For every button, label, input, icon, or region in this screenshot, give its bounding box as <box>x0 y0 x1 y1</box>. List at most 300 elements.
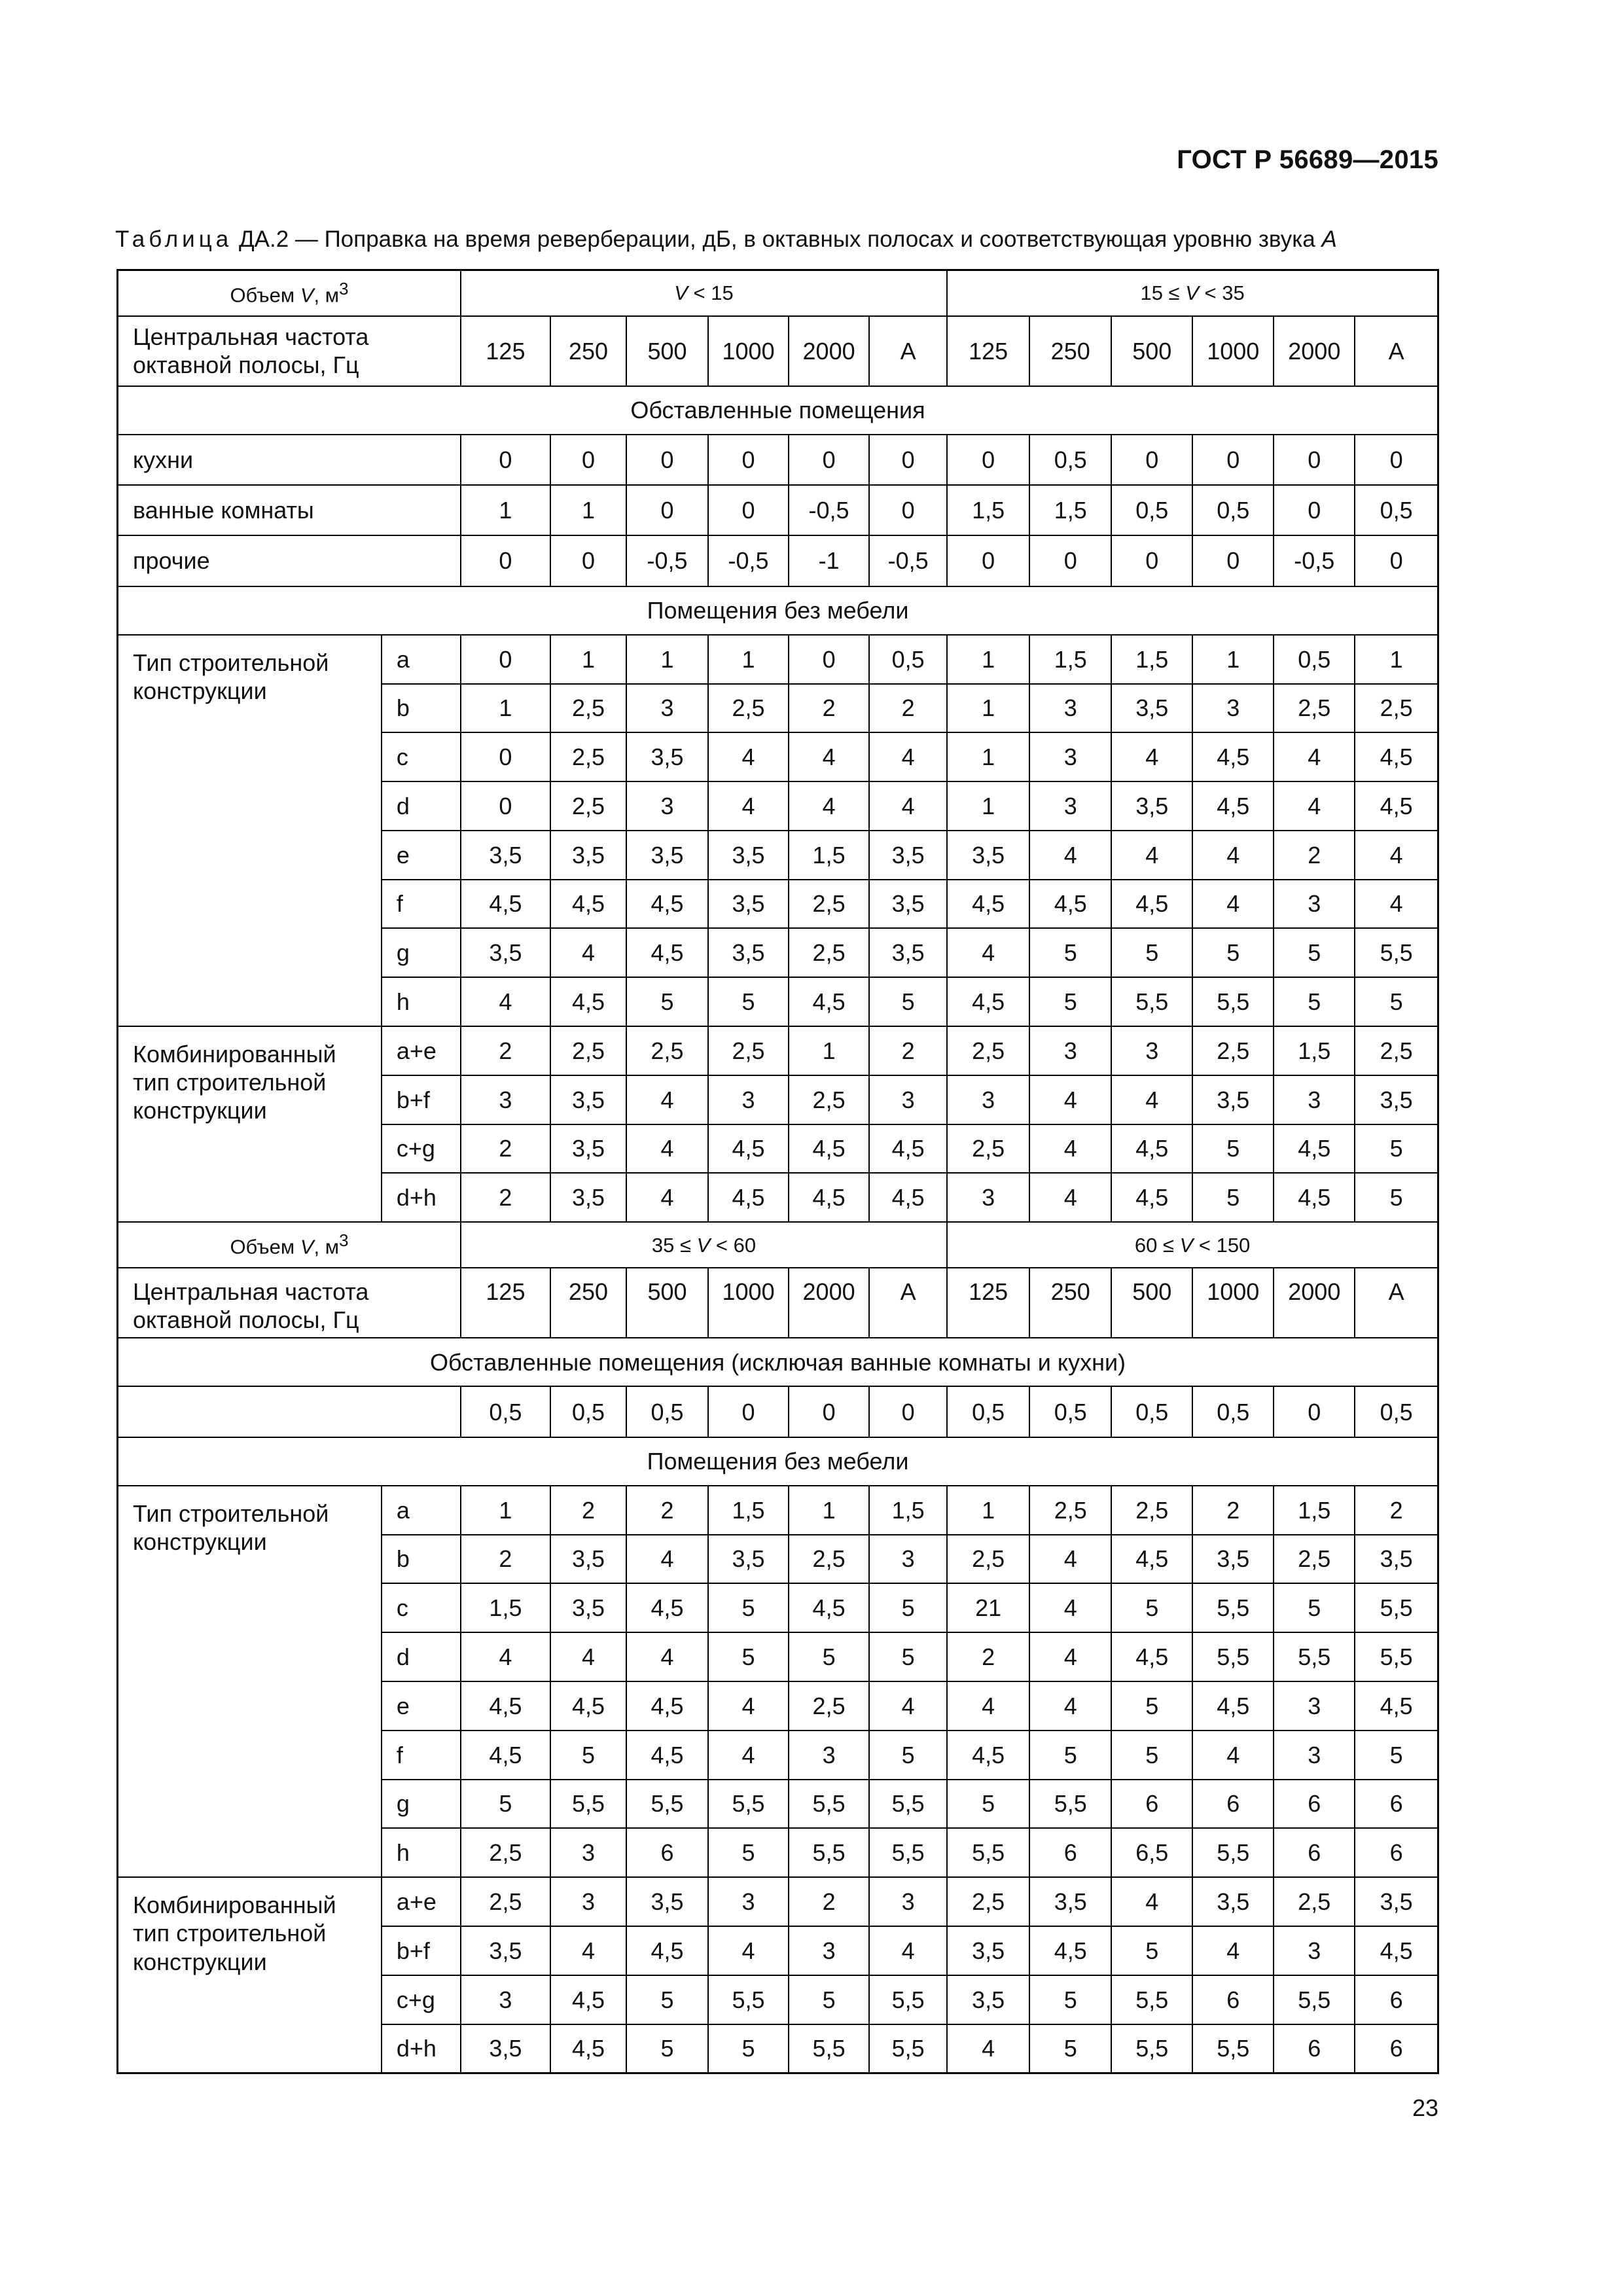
value-cell: 4,5 <box>708 1173 789 1222</box>
construction-code: f <box>382 1731 461 1780</box>
value-cell: 4,5 <box>1192 732 1274 781</box>
value-cell: 2,5 <box>789 880 869 929</box>
section-row <box>118 1338 1438 1386</box>
room-label: кухни <box>118 435 461 485</box>
frequency-label-line-2: октавной полосы, Гц <box>133 351 359 379</box>
value-cell: 3,5 <box>626 732 708 781</box>
value-cell: 0 <box>461 635 550 684</box>
value-cell: 1,5 <box>708 1486 789 1535</box>
construction-code: c+g <box>382 1124 461 1174</box>
value-cell: 6 <box>1355 1780 1438 1829</box>
value-cell: 5,5 <box>869 2024 947 2073</box>
volume-sup: 3 <box>339 279 349 298</box>
construction-code: e <box>382 831 461 880</box>
table-body <box>118 270 1438 2073</box>
value-cell: 5 <box>1355 1124 1438 1174</box>
value-cell: 2,5 <box>461 1828 550 1877</box>
value-cell: 3,5 <box>1029 1877 1111 1926</box>
value-cell: 4 <box>626 1124 708 1174</box>
value-cell: 0 <box>1274 485 1355 535</box>
value-cell: 0 <box>1111 435 1192 485</box>
value-cell: 5,5 <box>708 1780 789 1829</box>
value-cell: 3,5 <box>1192 1075 1274 1124</box>
value-cell: 0,5 <box>461 1386 550 1437</box>
value-cell: 3,5 <box>869 880 947 929</box>
value-cell: 0 <box>947 435 1029 485</box>
value-cell: 5 <box>1192 928 1274 977</box>
value-cell: 5 <box>789 1632 869 1681</box>
value-cell: 5 <box>869 977 947 1026</box>
value-cell: 1,5 <box>947 485 1029 535</box>
value-cell: 3 <box>789 1731 869 1780</box>
construction-code: d+h <box>382 2024 461 2073</box>
value-cell: 4 <box>1111 1877 1192 1926</box>
value-cell: 1 <box>1355 635 1438 684</box>
value-cell: 4,5 <box>869 1124 947 1174</box>
value-cell: 3,5 <box>869 831 947 880</box>
value-cell: 3,5 <box>550 1075 626 1124</box>
value-cell: 2,5 <box>789 1535 869 1584</box>
value-cell: 5,5 <box>1355 928 1438 977</box>
value-cell: 4 <box>1029 1535 1111 1584</box>
value-cell: -0,5 <box>708 535 789 586</box>
value-cell: 3,5 <box>1192 1877 1274 1926</box>
value-cell: 4 <box>550 928 626 977</box>
value-cell: 3 <box>947 1075 1029 1124</box>
value-cell: 2 <box>869 684 947 733</box>
value-cell: 3,5 <box>1355 1075 1438 1124</box>
value-cell: 4,5 <box>626 1731 708 1780</box>
value-cell: 5 <box>869 1583 947 1632</box>
value-cell: 0 <box>789 435 869 485</box>
value-cell: 0 <box>708 435 789 485</box>
value-cell: 3 <box>1274 1731 1355 1780</box>
frequency-header: 2000 <box>789 1268 869 1338</box>
standard-designation: ГОСТ Р 56689—2015 <box>1177 145 1438 174</box>
value-cell: 4 <box>708 1731 789 1780</box>
frequency-header: 250 <box>1029 316 1111 386</box>
value-cell: 5,5 <box>789 1780 869 1829</box>
value-cell: 4 <box>1111 732 1192 781</box>
value-cell: 4 <box>626 1075 708 1124</box>
value-cell: 3 <box>626 684 708 733</box>
value-cell: 4 <box>869 732 947 781</box>
value-cell: 3 <box>869 1075 947 1124</box>
value-cell: 3 <box>461 1075 550 1124</box>
construction-code: b+f <box>382 1926 461 1975</box>
value-cell: 5 <box>708 1632 789 1681</box>
table-row <box>118 635 1438 684</box>
construction-type-label <box>118 1486 382 1877</box>
value-cell: 4,5 <box>708 1124 789 1174</box>
value-cell: 5,5 <box>1192 977 1274 1026</box>
table-row <box>118 1486 1438 1535</box>
value-cell: 3 <box>626 781 708 831</box>
value-cell: 5,5 <box>708 1975 789 2024</box>
volume-label <box>118 270 461 316</box>
value-cell: 4 <box>1274 732 1355 781</box>
value-cell: 6 <box>1355 1828 1438 1877</box>
value-cell: 4 <box>1029 1173 1111 1222</box>
frequency-header: 2000 <box>1274 316 1355 386</box>
value-cell: 3 <box>1274 1075 1355 1124</box>
value-cell: 4,5 <box>1111 1124 1192 1174</box>
value-cell: 4 <box>626 1173 708 1222</box>
value-cell: 3 <box>1029 684 1111 733</box>
value-cell: 4,5 <box>789 1173 869 1222</box>
value-cell: 0,5 <box>1029 435 1111 485</box>
value-cell: 2 <box>1192 1486 1274 1535</box>
value-cell: 3 <box>461 1975 550 2024</box>
construction-type-label <box>118 635 382 1026</box>
value-cell: 4 <box>708 781 789 831</box>
value-cell: 1 <box>947 732 1029 781</box>
reverberation-correction-table <box>116 269 1439 2074</box>
construction-type-line-2: конструкции <box>133 1528 267 1556</box>
value-cell: 2,5 <box>708 684 789 733</box>
section-row <box>118 1437 1438 1486</box>
frequency-label-line-2: октавной полосы, Гц <box>133 1306 359 1334</box>
value-cell: 6,5 <box>1111 1828 1192 1877</box>
value-cell: 1 <box>626 635 708 684</box>
value-cell: 2,5 <box>1274 1535 1355 1584</box>
value-cell: 4,5 <box>1111 1535 1192 1584</box>
value-cell: 1 <box>789 1026 869 1075</box>
value-cell: 0 <box>1192 535 1274 586</box>
range-post: < 150 <box>1193 1233 1251 1257</box>
value-cell: 1 <box>708 635 789 684</box>
value-cell: 6 <box>1029 1828 1111 1877</box>
value-cell: 4,5 <box>461 1731 550 1780</box>
value-cell: 2 <box>1274 831 1355 880</box>
value-cell: 2,5 <box>947 1124 1029 1174</box>
construction-code: h <box>382 1828 461 1877</box>
value-cell: 2,5 <box>789 1075 869 1124</box>
value-cell: 4 <box>1029 1075 1111 1124</box>
value-cell: 4 <box>1029 831 1111 880</box>
value-cell: 4 <box>1274 781 1355 831</box>
value-cell: 3 <box>947 1173 1029 1222</box>
construction-code: b+f <box>382 1075 461 1124</box>
value-cell: 2,5 <box>708 1026 789 1075</box>
frequency-header: A <box>869 316 947 386</box>
frequency-header: 250 <box>550 1268 626 1338</box>
value-cell: 6 <box>1274 1780 1355 1829</box>
value-cell: 4,5 <box>789 1124 869 1174</box>
value-cell: 4,5 <box>947 880 1029 929</box>
value-cell: 4,5 <box>1029 1926 1111 1975</box>
value-cell: 5,5 <box>1192 2024 1274 2073</box>
value-cell: 6 <box>1192 1975 1274 2024</box>
value-cell: 4,5 <box>550 880 626 929</box>
value-cell: 2 <box>789 684 869 733</box>
value-cell: 4,5 <box>626 880 708 929</box>
value-cell: 2 <box>550 1486 626 1535</box>
value-cell: 2 <box>1355 1486 1438 1535</box>
value-cell: 4,5 <box>461 880 550 929</box>
value-cell: 3,5 <box>708 831 789 880</box>
value-cell: 5,5 <box>947 1828 1029 1877</box>
value-cell: 3,5 <box>626 1877 708 1926</box>
range-var: V <box>1179 1233 1194 1257</box>
value-cell: 1,5 <box>789 831 869 880</box>
value-cell: 6 <box>1274 1828 1355 1877</box>
value-cell: 1 <box>550 635 626 684</box>
value-cell: 5 <box>708 1828 789 1877</box>
value-cell: 4 <box>708 1926 789 1975</box>
value-cell: 5,5 <box>789 1828 869 1877</box>
value-cell: 4 <box>1192 880 1274 929</box>
volume-range <box>947 270 1438 316</box>
value-cell: 4 <box>869 781 947 831</box>
frequency-header: 125 <box>461 1268 550 1338</box>
value-cell: 5 <box>1274 977 1355 1026</box>
value-cell: 3,5 <box>1111 684 1192 733</box>
value-cell: 3,5 <box>550 831 626 880</box>
value-cell: 5 <box>1029 1975 1111 2024</box>
value-cell: 1 <box>461 684 550 733</box>
value-cell: 4 <box>1111 831 1192 880</box>
value-cell: 4,5 <box>461 1681 550 1731</box>
value-cell: 3 <box>1274 880 1355 929</box>
frequency-header: 1000 <box>1192 316 1274 386</box>
range-post: < 35 <box>1198 281 1245 305</box>
value-cell: 5 <box>626 2024 708 2073</box>
combined-type-line-1: Комбинированный <box>133 1041 336 1068</box>
construction-type-line-1: Тип строительной <box>133 1499 329 1527</box>
volume-var: V <box>300 1235 314 1259</box>
value-cell: 0,5 <box>1274 635 1355 684</box>
construction-code: a <box>382 635 461 684</box>
value-cell: 4 <box>1029 1124 1111 1174</box>
value-cell: 4 <box>626 1632 708 1681</box>
value-cell: 5 <box>1111 928 1192 977</box>
value-cell: 5 <box>869 1632 947 1681</box>
combined-type-line-1: Комбинированный <box>133 1892 336 1919</box>
value-cell: 0 <box>789 635 869 684</box>
value-cell: 2,5 <box>550 781 626 831</box>
value-cell: 6 <box>1274 2024 1355 2073</box>
value-cell: 5 <box>1111 1583 1192 1632</box>
value-cell: 3,5 <box>947 831 1029 880</box>
value-cell: 3,5 <box>461 1926 550 1975</box>
value-cell: 4 <box>1029 1632 1111 1681</box>
value-cell: 5 <box>789 1975 869 2024</box>
value-cell: 5 <box>626 977 708 1026</box>
value-cell: 5 <box>1274 1583 1355 1632</box>
value-cell: 1 <box>461 485 550 535</box>
frequency-row <box>118 1268 1438 1338</box>
value-cell: 4,5 <box>626 1681 708 1731</box>
construction-code: a+e <box>382 1877 461 1926</box>
value-cell: 2,5 <box>626 1026 708 1075</box>
value-cell: 0 <box>550 435 626 485</box>
value-cell: 2,5 <box>1029 1486 1111 1535</box>
value-cell: 4 <box>461 1632 550 1681</box>
value-cell: 4,5 <box>947 1731 1029 1780</box>
value-cell: 4,5 <box>1029 880 1111 929</box>
value-cell: 0 <box>869 1386 947 1437</box>
frequency-header: 2000 <box>789 316 869 386</box>
value-cell: 6 <box>1111 1780 1192 1829</box>
volume-row <box>118 270 1438 316</box>
construction-code: e <box>382 1681 461 1731</box>
value-cell: 0 <box>1274 435 1355 485</box>
value-cell: 3 <box>1274 1681 1355 1731</box>
value-cell: 4,5 <box>1274 1173 1355 1222</box>
value-cell: 5 <box>947 1780 1029 1829</box>
value-cell: 0 <box>708 1386 789 1437</box>
value-cell: 0,5 <box>1355 485 1438 535</box>
value-cell: 6 <box>626 1828 708 1877</box>
frequency-label-line-1: Центральная частота <box>133 323 369 350</box>
value-cell: 4,5 <box>1355 781 1438 831</box>
range-pre: 35 ≤ <box>651 1233 697 1257</box>
value-cell: 5 <box>1029 1731 1111 1780</box>
construction-type-line-1: Тип строительной <box>133 649 329 676</box>
value-cell: 3,5 <box>947 1975 1029 2024</box>
value-cell: 5 <box>708 977 789 1026</box>
value-cell: 2 <box>461 1173 550 1222</box>
value-cell: 5 <box>626 1975 708 2024</box>
value-cell: 2 <box>461 1535 550 1584</box>
value-cell: 4,5 <box>550 1975 626 2024</box>
table-row <box>118 535 1438 586</box>
value-cell: 21 <box>947 1583 1029 1632</box>
value-cell: 4,5 <box>1111 880 1192 929</box>
frequency-header: 1000 <box>708 1268 789 1338</box>
room-label: прочие <box>118 535 461 586</box>
value-cell: 3,5 <box>1355 1877 1438 1926</box>
value-cell: 5,5 <box>1111 1975 1192 2024</box>
value-cell: 6 <box>1355 1975 1438 2024</box>
construction-code: c+g <box>382 1975 461 2024</box>
construction-code: c <box>382 1583 461 1632</box>
value-cell: 5,5 <box>1111 977 1192 1026</box>
value-cell: 5,5 <box>1355 1583 1438 1632</box>
value-cell: 1,5 <box>461 1583 550 1632</box>
construction-code: a <box>382 1486 461 1535</box>
value-cell: 2,5 <box>1274 684 1355 733</box>
frequency-header: 250 <box>1029 1268 1111 1338</box>
value-cell: 5,5 <box>1111 2024 1192 2073</box>
volume-label <box>118 1222 461 1268</box>
value-cell: 1,5 <box>1029 485 1111 535</box>
value-cell: 4 <box>789 732 869 781</box>
value-cell: 4 <box>1192 1926 1274 1975</box>
value-cell: 1,5 <box>1274 1026 1355 1075</box>
value-cell: 5 <box>1111 1731 1192 1780</box>
value-cell: 5,5 <box>1029 1780 1111 1829</box>
value-cell: -0,5 <box>869 535 947 586</box>
value-cell: 4 <box>1355 880 1438 929</box>
value-cell: 3,5 <box>708 928 789 977</box>
value-cell: 2,5 <box>1355 684 1438 733</box>
section-row <box>118 386 1438 435</box>
value-cell: 5,5 <box>869 1828 947 1877</box>
value-cell: 2,5 <box>550 732 626 781</box>
construction-type-line-2: конструкции <box>133 677 267 704</box>
value-cell: 2 <box>626 1486 708 1535</box>
frequency-label-line-1: Центральная частота <box>133 1278 369 1306</box>
value-cell: 4,5 <box>626 1926 708 1975</box>
value-cell: 2,5 <box>1192 1026 1274 1075</box>
value-cell: 4 <box>1355 831 1438 880</box>
construction-code: d+h <box>382 1173 461 1222</box>
frequency-label <box>118 1268 461 1338</box>
construction-code: g <box>382 1780 461 1829</box>
value-cell: 5 <box>869 1731 947 1780</box>
value-cell: 1,5 <box>1274 1486 1355 1535</box>
value-cell: 5,5 <box>550 1780 626 1829</box>
volume-range <box>461 270 947 316</box>
volume-range <box>947 1222 1438 1268</box>
value-cell: -0,5 <box>626 535 708 586</box>
section-title-furnished: Обставленные помещения (исключая ванные комнаты и кухни) <box>118 1338 1438 1386</box>
range-post: < 60 <box>710 1233 757 1257</box>
caption-label: Таблица <box>115 226 233 252</box>
value-cell: 4,5 <box>1355 1681 1438 1731</box>
value-cell: 1 <box>947 684 1029 733</box>
value-cell: 2,5 <box>1355 1026 1438 1075</box>
value-cell: 4 <box>947 2024 1029 2073</box>
construction-code: f <box>382 880 461 929</box>
page-number: 23 <box>1412 2094 1438 2121</box>
value-cell: 4,5 <box>1274 1124 1355 1174</box>
value-cell: 5,5 <box>1192 1632 1274 1681</box>
value-cell: 3 <box>1111 1026 1192 1075</box>
value-cell: 0 <box>626 485 708 535</box>
value-cell: 4,5 <box>1355 732 1438 781</box>
range-var: V <box>674 281 688 305</box>
value-cell: 1 <box>789 1486 869 1535</box>
construction-code: h <box>382 977 461 1026</box>
value-cell: 3 <box>1029 732 1111 781</box>
value-cell: 4,5 <box>1192 781 1274 831</box>
value-cell: 5 <box>1192 1124 1274 1174</box>
value-cell: 5,5 <box>1274 1975 1355 2024</box>
value-cell: 2,5 <box>947 1535 1029 1584</box>
value-cell: 3,5 <box>461 2024 550 2073</box>
value-cell: 3 <box>1029 1026 1111 1075</box>
construction-code: g <box>382 928 461 977</box>
value-cell: 1 <box>947 1486 1029 1535</box>
value-cell: 4 <box>708 1681 789 1731</box>
value-cell: 5 <box>1029 2024 1111 2073</box>
room-label <box>118 1386 461 1437</box>
value-cell: 4 <box>550 1632 626 1681</box>
combined-type-label <box>118 1877 382 2073</box>
value-cell: 0 <box>789 1386 869 1437</box>
frequency-header: 500 <box>626 316 708 386</box>
value-cell: -1 <box>789 535 869 586</box>
value-cell: 0,5 <box>1111 485 1192 535</box>
frequency-header: 1000 <box>708 316 789 386</box>
value-cell: 5,5 <box>1192 1828 1274 1877</box>
frequency-header: 125 <box>947 316 1029 386</box>
value-cell: 5 <box>1111 1926 1192 1975</box>
value-cell: 0 <box>550 535 626 586</box>
value-cell: 4 <box>1192 1731 1274 1780</box>
value-cell: 1 <box>550 485 626 535</box>
value-cell: 4,5 <box>550 1681 626 1731</box>
value-cell: 3,5 <box>1355 1535 1438 1584</box>
value-cell: 0 <box>461 732 550 781</box>
volume-sup: 3 <box>339 1231 349 1250</box>
value-cell: 1 <box>947 635 1029 684</box>
value-cell: 4 <box>1029 1681 1111 1731</box>
combined-type-line-3: конструкции <box>133 1097 267 1124</box>
